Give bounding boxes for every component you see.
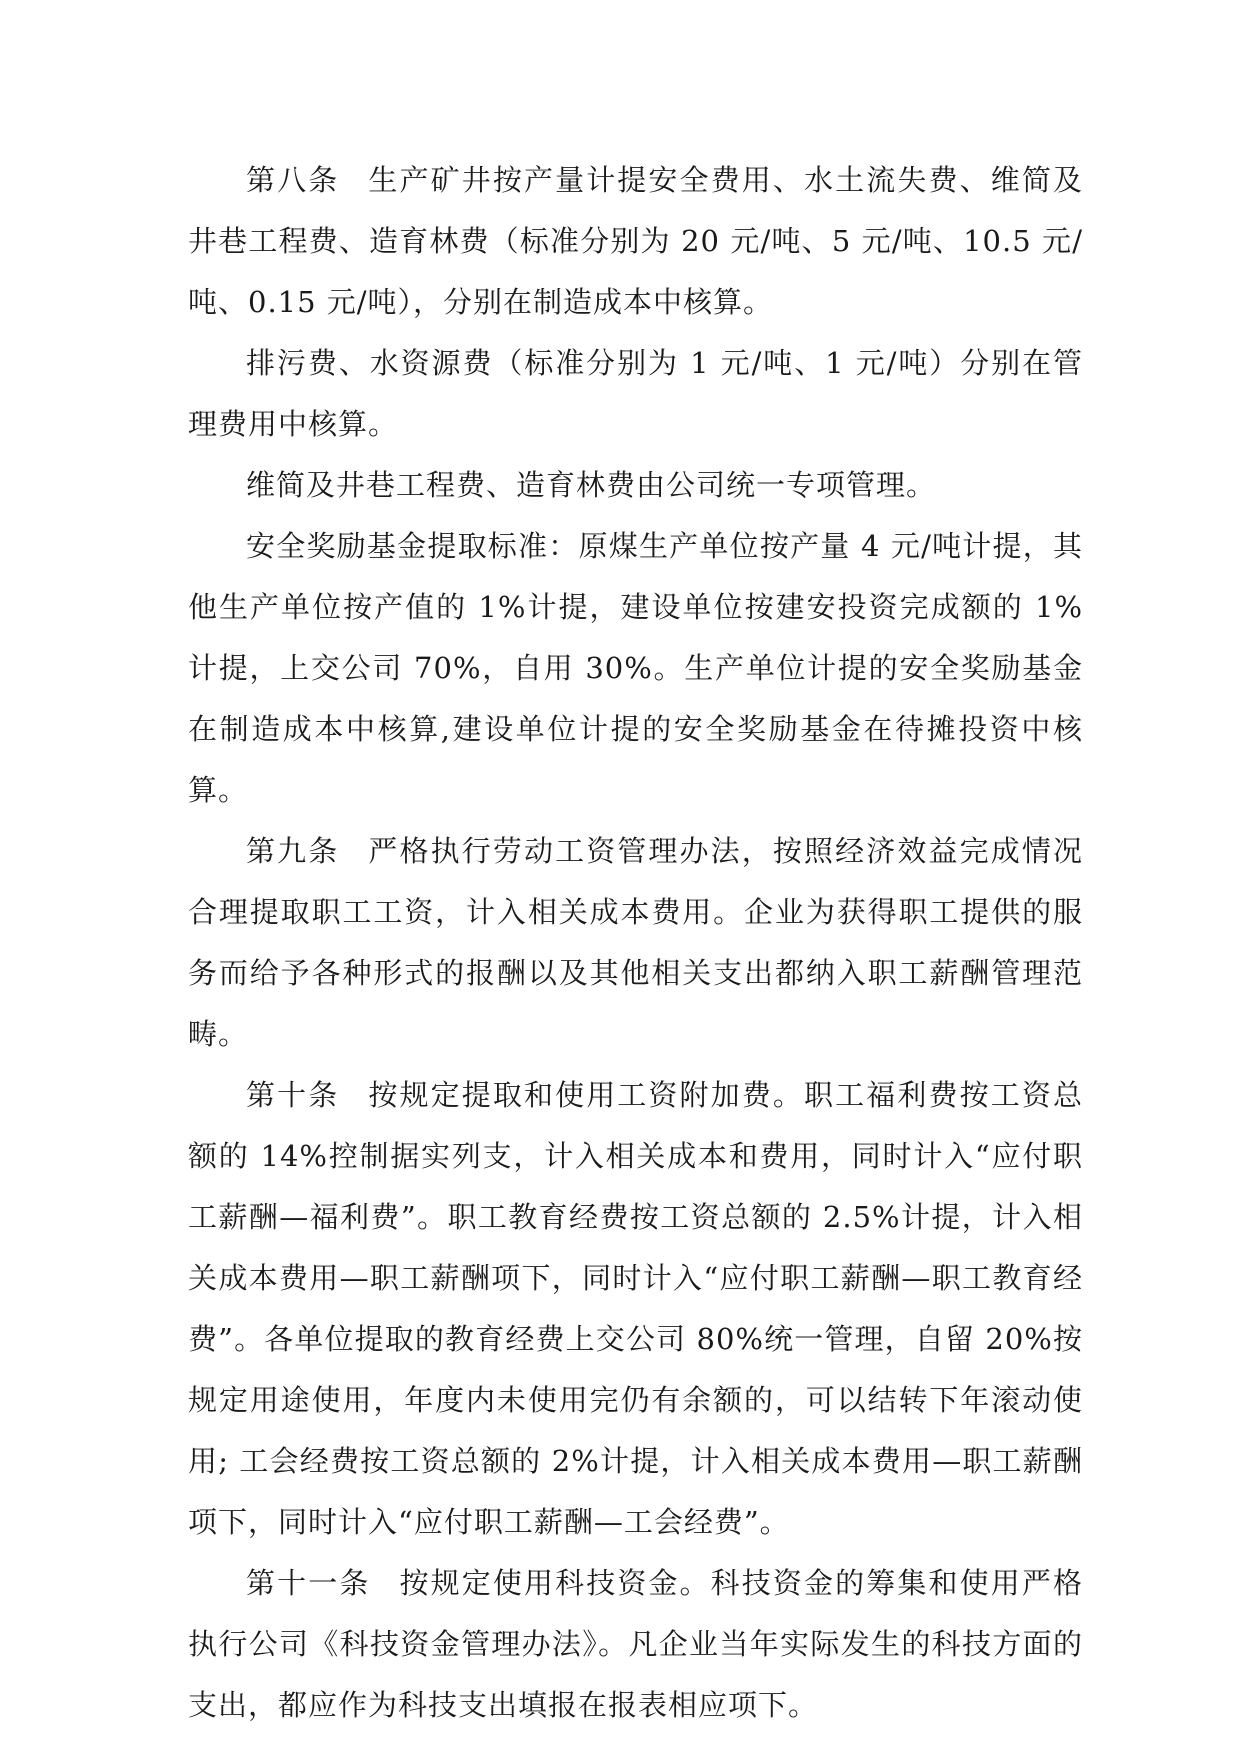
paragraph-text: 严格执行劳动工资管理办法，按照经济效益完成情况合理提取职工工资，计入相关成本费用。企业为获得职工提供的服务而给予各种形式的报酬以及其他相关支出都纳入职工薪酬管理范畴。	[188, 834, 1083, 1051]
article-heading: 第八条	[246, 163, 340, 197]
article-heading: 第十条	[246, 1078, 340, 1112]
paragraph-text: 排污费、水资源费（标准分别为 1 元/吨、1 元/吨）分别在管理费用中核算。	[188, 346, 1083, 441]
paragraph-special-management	[188, 455, 1083, 516]
paragraph-article-9	[188, 821, 1083, 1065]
paragraph-article-11	[188, 1553, 1083, 1736]
article-heading: 第十一条	[246, 1566, 371, 1600]
paragraph-safety-fund	[188, 516, 1083, 821]
paragraph-text: 按规定提取和使用工资附加费。职工福利费按工资总额的 14%控制据实列支，计入相关成本和费用，同时计入“应付职工薪酬—福利费”。职工教育经费按工资总额的 2.5%计提，计入相关成本费用—职工薪酬项下，同时计入“应付职工薪酬—职工教育经费”。各单位提取的教育经费上交公司 80%统一管理，自留 20%按规定用途使用，年度内未使用完仍有余额的，可以结转下年滚动使用; 工会经费按工资总额的 2%计提，计入相关成本费用—职工薪酬项下，同时计入“应付职工薪酬—工会经费”。	[188, 1078, 1083, 1539]
paragraph-article-8	[188, 150, 1083, 333]
article-heading: 第九条	[246, 834, 340, 868]
paragraph-text: 安全奖励基金提取标准：原煤生产单位按产量 4 元/吨计提，其他生产单位按产值的 1%计提，建设单位按建安投资完成额的 1%计提，上交公司 70%，自用 30%。生产单位计提的安全奖励基金在制造成本中核算,建设单位计提的安全奖励基金在待摊投资中核算。	[188, 529, 1083, 807]
document-body	[188, 150, 1083, 1736]
paragraph-text: 维简及井巷工程费、造育林费由公司统一专项管理。	[246, 468, 937, 502]
paragraph-sewage-water-fees	[188, 333, 1083, 455]
paragraph-text: 按规定使用科技资金。科技资金的筹集和使用严格执行公司《科技资金管理办法》。凡企业当年实际发生的科技方面的支出，都应作为科技支出填报在报表相应项下。	[188, 1566, 1083, 1722]
paragraph-text: 生产矿井按产量计提安全费用、水土流失费、维简及井巷工程费、造育林费（标准分别为 20 元/吨、5 元/吨、10.5 元/吨、0.15 元/吨），分别在制造成本中核算。	[188, 163, 1083, 319]
paragraph-article-10	[188, 1065, 1083, 1553]
